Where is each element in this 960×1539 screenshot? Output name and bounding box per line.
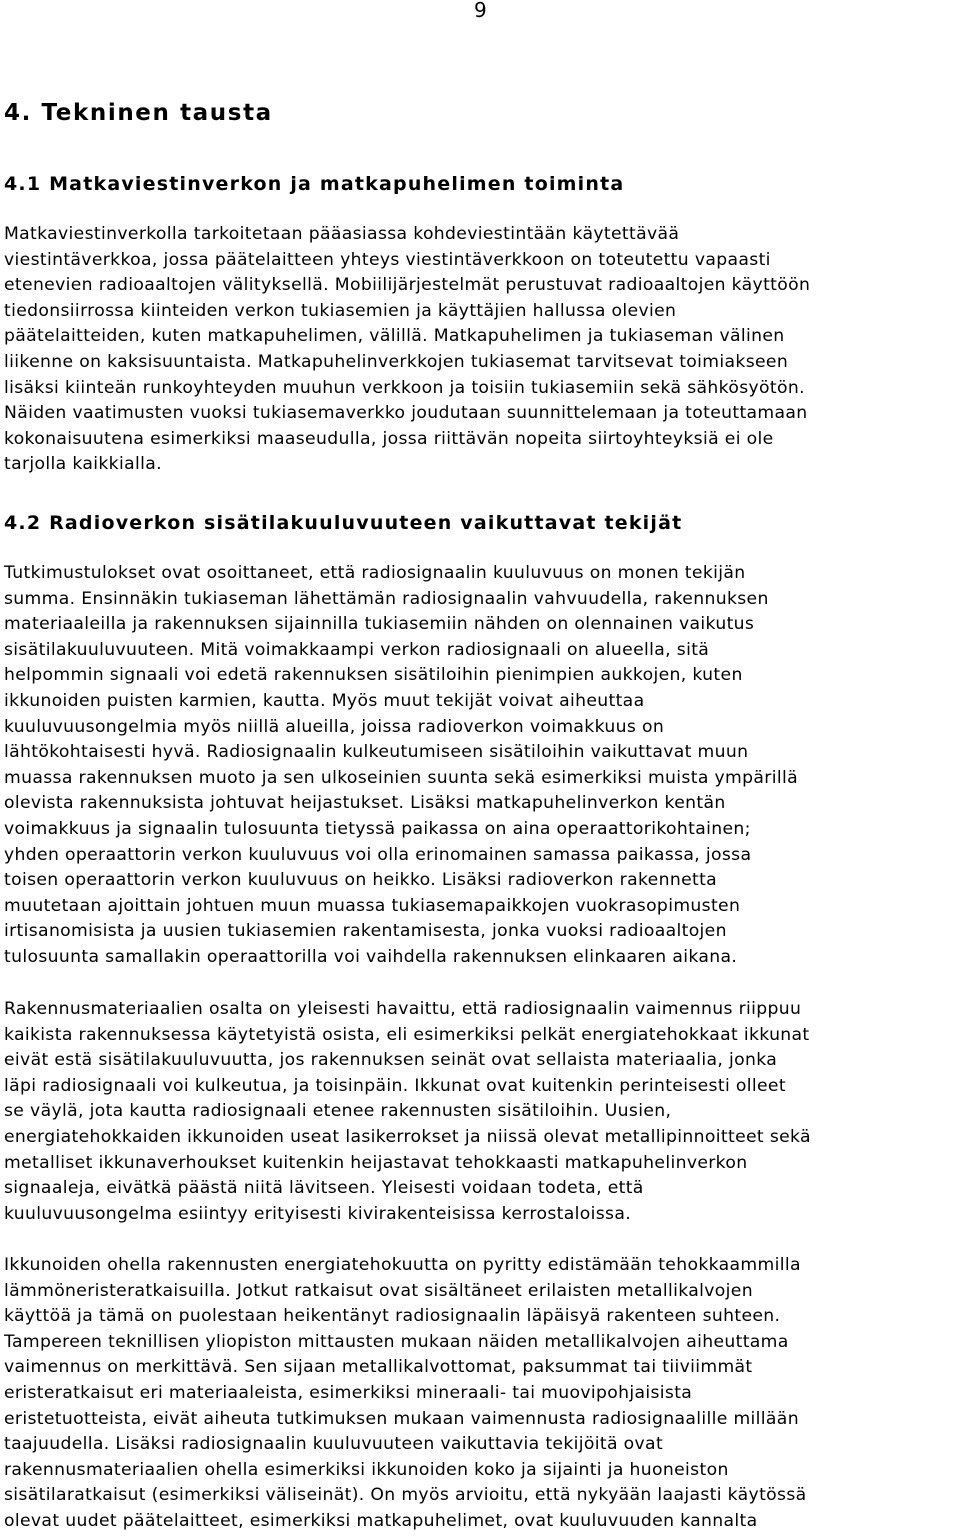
- text-line: rakennusmateriaalien ohella esimerkiksi ikkunoiden koko ja sijainti ja huoneiston: [4, 1459, 729, 1480]
- text-line: muassa rakennuksen muoto ja sen ulkoseinien suunta sekä esimerkiksi muista ympärillä: [4, 767, 798, 788]
- text-line: voimakkuus ja signaalin tulosuunta tietyssä paikassa on aina operaattorikohtainen;: [4, 818, 751, 839]
- text-line: tulosuunta samallakin operaattorilla voi vaihdella rakennuksen elinkaaren aikana.: [4, 946, 738, 967]
- text-line: käyttöä ja tämä on puolestaan heikentänyt radiosignaalin läpäisyä rakenteen suhteen.: [4, 1306, 781, 1327]
- text-line: yhden operaattorin verkon kuuluvuus voi olla erinomainen samassa paikassa, jossa: [4, 844, 752, 865]
- text-line: lämmöneristeratkaisuilla. Jotkut ratkaisut ovat sisältäneet erilaisten metallikalvojen: [4, 1280, 753, 1301]
- section-title-4-1: 4.1 Matkaviestinverkon ja matkapuhelimen toiminta: [4, 173, 625, 195]
- text-line: lisäksi kiinteän runkoyhteyden muuhun verkkoon ja toisiin tukiasemiin sekä sähkösyötön.: [4, 377, 805, 398]
- text-line: metalliset ikkunaverhoukset kuitenkin heijastavat tehokkaasti matkapuhelinverkon: [4, 1152, 748, 1173]
- text-line: olevat uudet päätelaitteet, esimerkiksi matkapuhelimet, ovat kuuluvuuden kannalta: [4, 1510, 758, 1531]
- text-line: energiatehokkaiden ikkunoiden useat lasikerrokset ja niissä olevat metallipinnoitteet sekä: [4, 1126, 811, 1147]
- text-line: eivät estä sisätilakuuluvuutta, jos rakennuksen seinät ovat sellaista materiaalia, jonka: [4, 1050, 778, 1071]
- text-line: Rakennusmateriaalien osalta on yleisesti havaittu, että radiosignaalin vaimennus riippuu: [4, 999, 802, 1019]
- section-title-4-2: 4.2 Radioverkon sisätilakuuluvuuteen vaikuttavat tekijät: [4, 512, 683, 534]
- text-line: muutetaan ajoittain johtuen muun muassa tukiasemapaikkojen vuokrasopimusten: [4, 895, 741, 916]
- text-line: helpommin signaali voi edetä rakennuksen sisätiloihin pienimpien aukkojen, kuten: [4, 665, 743, 686]
- text-line: sisätilakuuluvuuteen. Mitä voimakkaampi verkon radiosignaali on alueella, sitä: [4, 639, 710, 660]
- text-line: Matkaviestinverkolla tarkoitetaan pääasiassa kohdeviestintään käytettävää: [4, 224, 680, 244]
- text-line: kuuluvuusongelma esiintyy erityisesti kivirakenteisissa kerrostaloissa.: [4, 1203, 632, 1224]
- text-line: läpi radiosignaali voi kulkeutua, ja toisinpäin. Ikkunat ovat kuitenkin perinteisesti olleet: [4, 1075, 786, 1096]
- text-line: materiaaleilla ja rakennuksen sijainnilla tukiasemiin nähden on olennainen vaikutus: [4, 614, 755, 635]
- text-line: viestintäverkkoa, jossa päätelaitteen yhteys viestintäverkkoon on toteutettu vapaasti: [4, 249, 771, 270]
- text-line: eristeratkaisut eri materiaaleista, esimerkiksi mineraali- tai muovipohjaisista: [4, 1382, 693, 1403]
- paragraph-insulation: [4, 1253, 954, 1535]
- text-line: eristetuotteista, eivät aiheuta tutkimuksen mukaan vaimennusta radiosignaalille millään: [4, 1408, 799, 1429]
- paragraph-building-materials: [4, 997, 954, 1227]
- text-line: päätelaitteiden, kuten matkapuhelimen, välillä. Matkapuhelimen ja tukiaseman välinen: [4, 326, 785, 347]
- text-line: tiedonsiirrossa kiinteiden verkon tukiasemien ja käyttäjien hallussa olevien: [4, 300, 677, 321]
- text-line: summa. Ensinnäkin tukiaseman lähettämän radiosignaalin vahvuudella, rakennuksen: [4, 588, 769, 609]
- text-line: Näiden vaatimusten vuoksi tukiasemaverkko joudutaan suunnittelemaan ja toteuttamaan: [4, 403, 808, 424]
- text-line: lähtökohtaisesti hyvä. Radiosignaalin kulkeutumiseen sisätiloihin vaikuttavat muun: [4, 742, 749, 763]
- text-line: etenevien radioaaltojen välityksellä. Mobiilijärjestelmät perustuvat radioaaltojen käyttöön: [4, 275, 811, 296]
- text-line: tarjolla kaikkialla.: [4, 454, 162, 475]
- text-line: taajuudella. Lisäksi radiosignaalin kuuluvuuteen vaikuttavia tekijöitä ovat: [4, 1434, 664, 1455]
- text-line: Tutkimustulokset ovat osoittaneet, että radiosignaalin kuuluvuus on monen tekijän: [4, 563, 746, 583]
- paragraph-mobile-network: [4, 222, 954, 478]
- text-line: signaaleja, eivätkä päästä niitä lävitseen. Yleisesti voidaan todeta, että: [4, 1178, 644, 1199]
- text-line: Ikkunoiden ohella rakennusten energiatehokuutta on pyritty edistämään tehokkaammilla: [4, 1255, 801, 1275]
- text-line: kaikista rakennuksessa käytetyistä osista, eli esimerkiksi pelkät energiatehokkaat ikkunat: [4, 1024, 810, 1045]
- text-line: toisen operaattorin verkon kuuluvuus on heikko. Lisäksi radioverkon rakennetta: [4, 870, 718, 891]
- page-number: 9: [474, 0, 487, 22]
- text-line: Tampereen teknillisen yliopiston mittausten mukaan näiden metallikalvojen aiheuttama: [4, 1331, 789, 1352]
- text-line: ikkunoiden puisten karmien, kautta. Myös muut tekijät voivat aiheuttaa: [4, 690, 645, 711]
- text-line: kuuluvuusongelmia myös niillä alueilla, joissa radioverkon voimakkuus on: [4, 716, 665, 737]
- text-line: liikenne on kaksisuuntaista. Matkapuhelinverkkojen tukiasemat tarvitsevat toimiakseen: [4, 351, 789, 372]
- chapter-title: 4. Tekninen tausta: [4, 100, 273, 126]
- text-line: olevista rakennuksista johtuvat heijastukset. Lisäksi matkapuhelinverkon kentän: [4, 793, 726, 814]
- text-line: se väylä, jota kautta radiosignaali etenee rakennusten sisätiloihin. Uusien,: [4, 1101, 672, 1122]
- text-line: vaimennus on merkittävä. Sen sijaan metallikalvottomat, paksummat tai tiiviimmät: [4, 1357, 753, 1378]
- text-line: kokonaisuutena esimerkiksi maaseudulla, jossa riittävän nopeita siirtoyhteyksiä ei ole: [4, 428, 774, 449]
- text-line: sisätilaratkaisut (esimerkiksi väliseinät). On myös arvioitu, että nykyään laajasti käytössä: [4, 1485, 807, 1506]
- paragraph-coverage-factors: [4, 561, 954, 971]
- text-line: irtisanomisista ja uusien tukiasemien rakentamisesta, jonka vuoksi radioaaltojen: [4, 921, 727, 942]
